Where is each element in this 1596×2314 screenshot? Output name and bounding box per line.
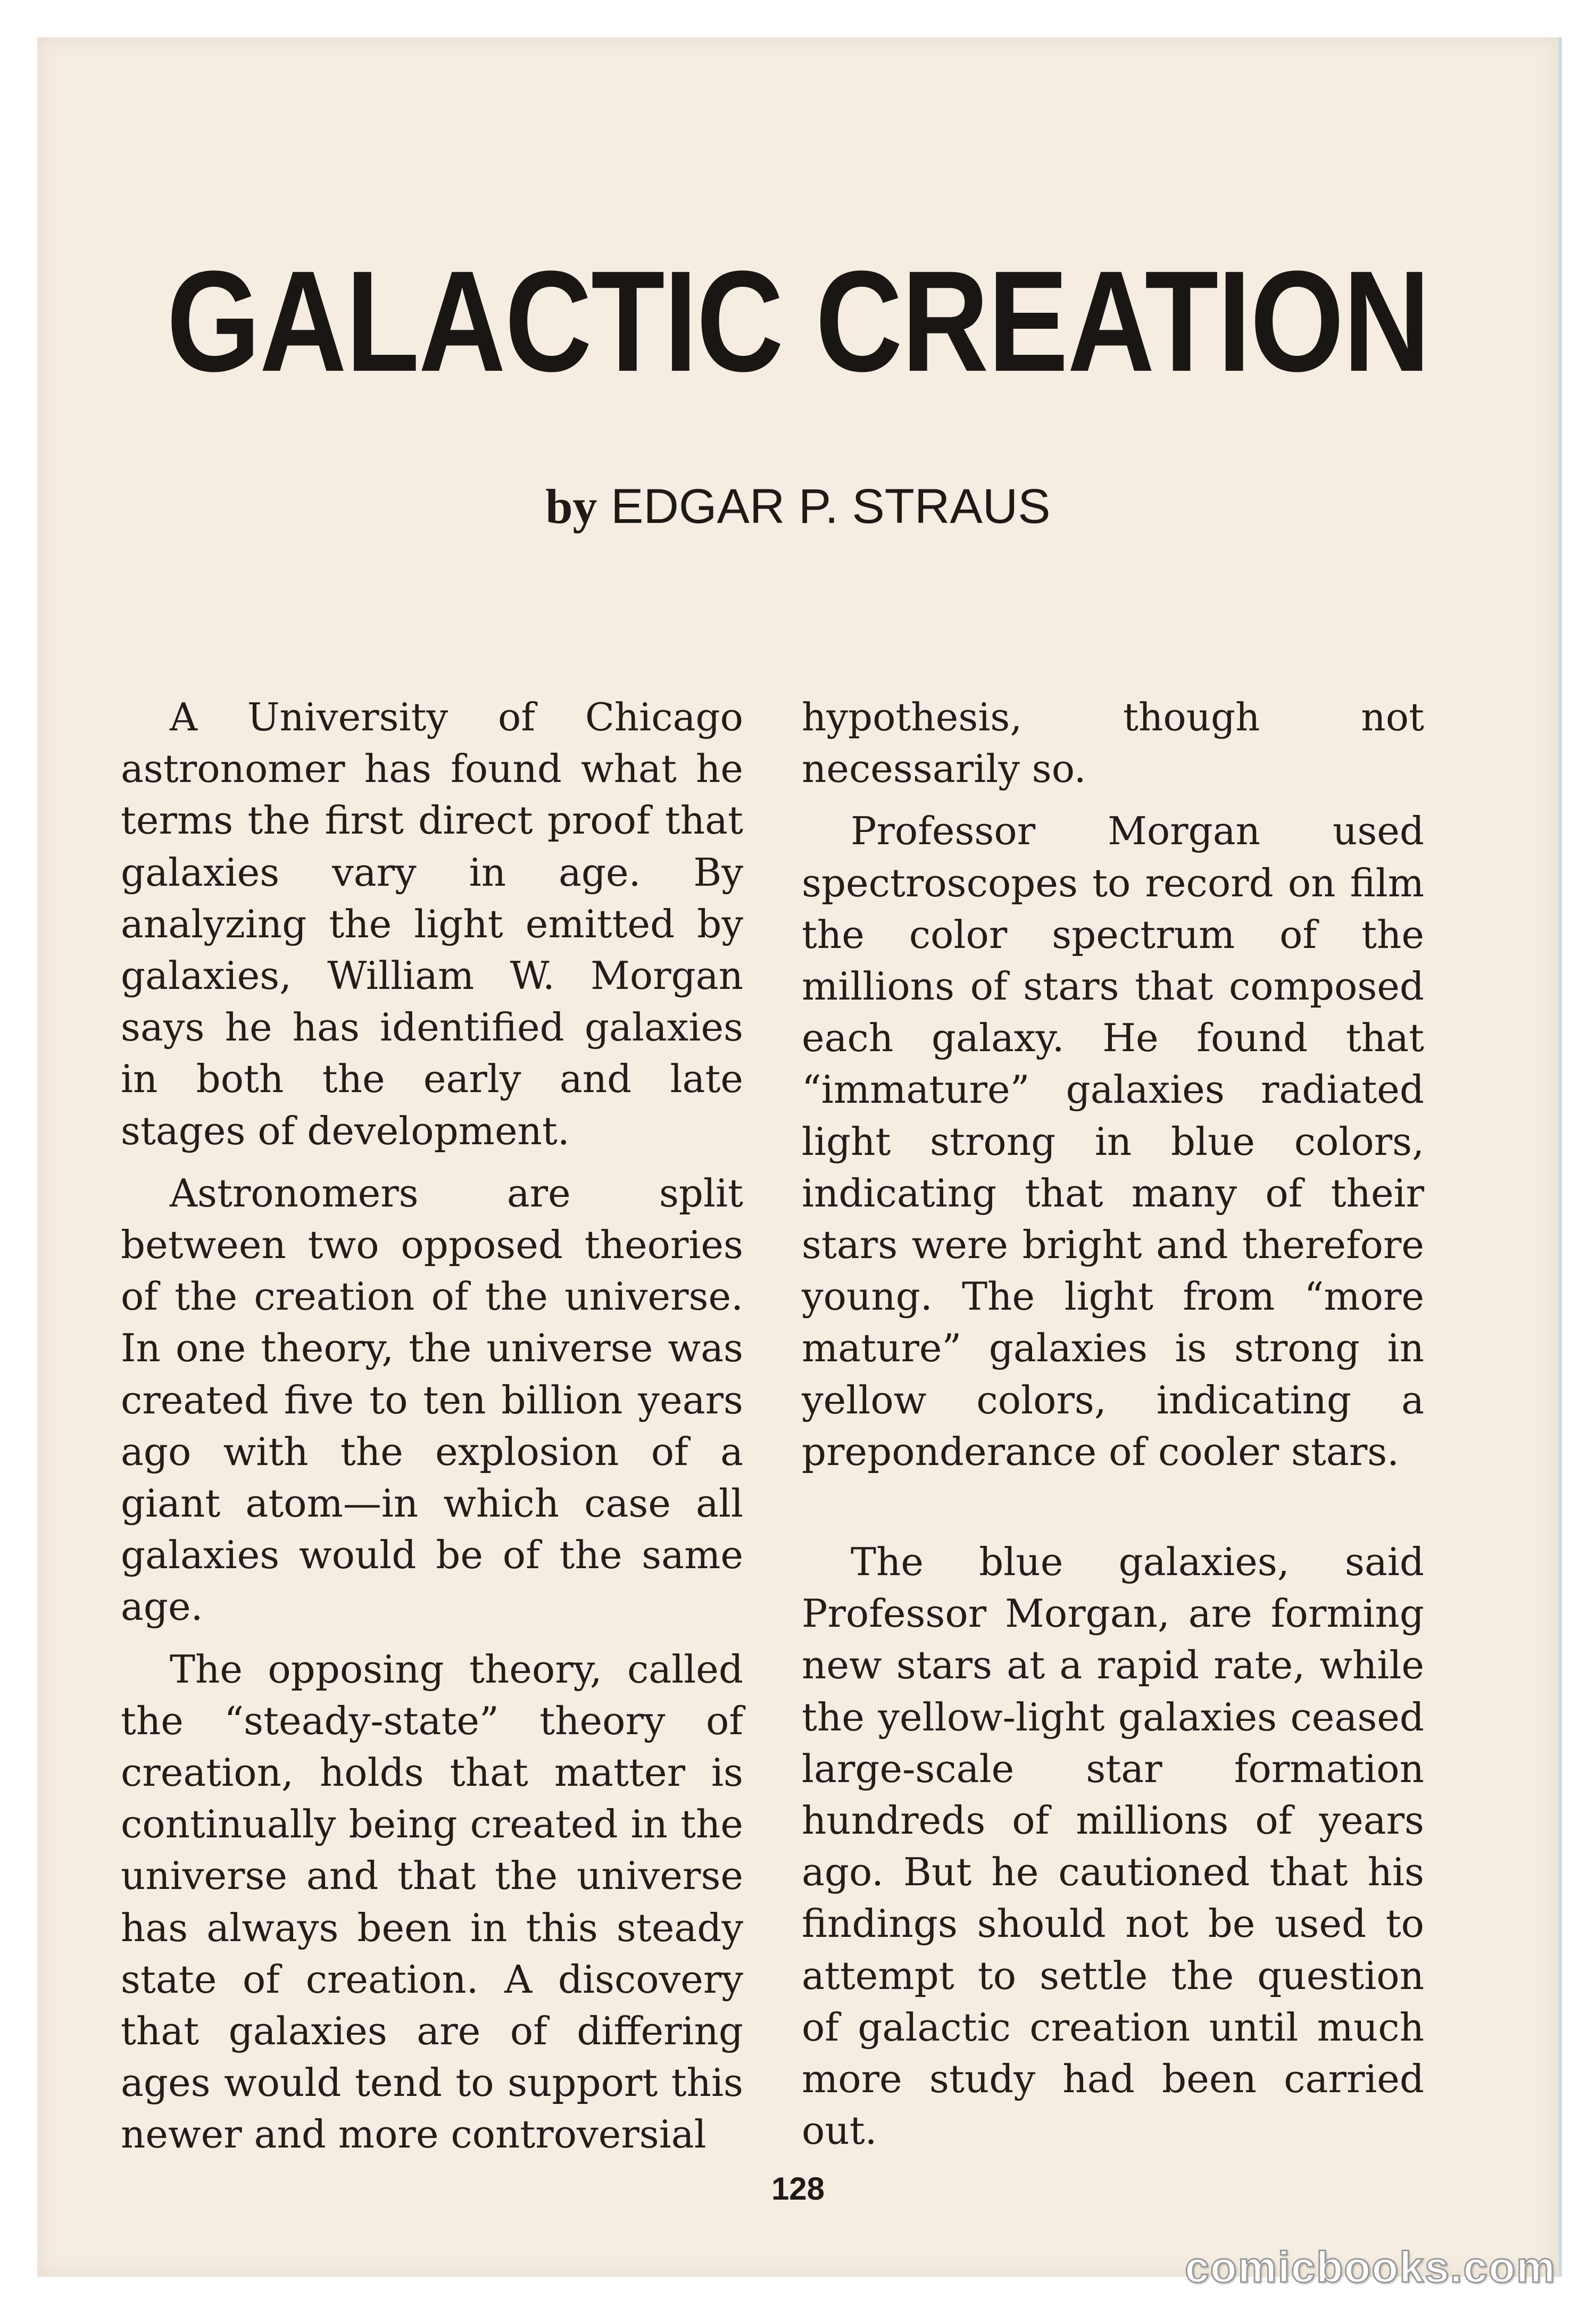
paragraph: A University of Chicago astronomer has found what he terms the first direct proof that galaxies vary in age. By analyzing the light emitted by galaxies, William W. Morgan says he has identified galaxies in both the early and late stages of development. [121,695,743,1153]
byline [37,479,1559,534]
byline-prefix: by [545,479,597,534]
watermark: comicbooks.com [1185,2243,1556,2292]
page-number: 128 [771,2171,825,2207]
paragraph: The blue galaxies, said Professor Morgan, are forming new stars at a rapid rate, while the yellow-light galaxies ceased large-scale star formation hundreds of millions of years ago. But he cautioned that his findings should not be used to attempt to settle the question of galactic creation until much more study had been carried out. [802,1539,1424,2153]
byline-author: EDGAR P. STRAUS [611,479,1051,534]
right-column [802,692,1424,2157]
paragraph: The opposing theory, called the “steady-state” theory of creation, holds that matter is continually being created in the universe and that the universe has always been in this steady state of creation. A discovery that galaxies are of differing ages would tend to support this newer and more controversial [121,1646,743,2157]
paragraph: Astronomers are split between two opposed theories of the creation of the universe. In one theory, the universe was created five to ten billion years ago with the explosion of a giant atom—in which case all galaxies would be of the same age. [121,1170,743,1629]
left-column [121,692,743,2161]
paragraph: Professor Morgan used spectroscopes to record on film the color spectrum of the millions of stars that composed each galaxy. He found that “immature” galaxies radiated light strong in blue colors, indicating that many of their stars were bright and therefore young. The light from “more mature” galaxies is strong in yellow colors, indicating a preponderance of cooler stars. [802,809,1424,1474]
article-title: GALACTIC CREATION [167,242,1429,402]
page [37,37,1562,2277]
paragraph-continued: hypothesis, though not necessarily so. [802,695,1424,792]
